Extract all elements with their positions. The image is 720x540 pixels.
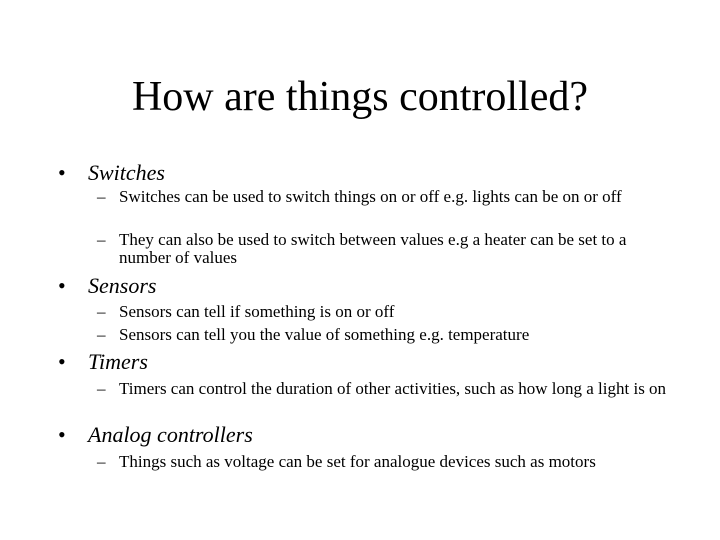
bullet-icon: • xyxy=(58,422,66,447)
bullet-heading: Analog controllers xyxy=(88,422,253,447)
slide-title: How are things controlled? xyxy=(131,74,589,120)
sub-bullet-text: Things such as voltage can be set for analogue devices such as motors xyxy=(119,452,596,471)
dash-icon: – xyxy=(97,452,106,471)
bullet-icon: • xyxy=(58,349,66,374)
sub-bullet-text: Sensors can tell if something is on or off xyxy=(119,302,395,321)
dash-icon: – xyxy=(97,187,106,206)
sub-bullet-text: They can also be used to switch between values e.g a heater can be set to a number of values xyxy=(119,230,627,267)
sub-bullet-text: Timers can control the duration of other activities, such as how long a light is on xyxy=(119,379,667,398)
sub-bullet-text: Sensors can tell you the value of something e.g. temperature xyxy=(119,325,530,344)
dash-icon: – xyxy=(97,379,106,398)
bullet-heading: Switches xyxy=(88,160,165,185)
dash-icon: – xyxy=(97,325,106,344)
bullet-icon: • xyxy=(58,160,66,185)
dash-icon: – xyxy=(97,230,106,249)
bullet-heading: Sensors xyxy=(88,273,157,298)
bullet-heading: Timers xyxy=(88,349,148,374)
dash-icon: – xyxy=(97,302,106,321)
bullet-icon: • xyxy=(58,273,66,298)
sub-bullet-text: Switches can be used to switch things on or off e.g. lights can be on or off xyxy=(119,187,622,206)
